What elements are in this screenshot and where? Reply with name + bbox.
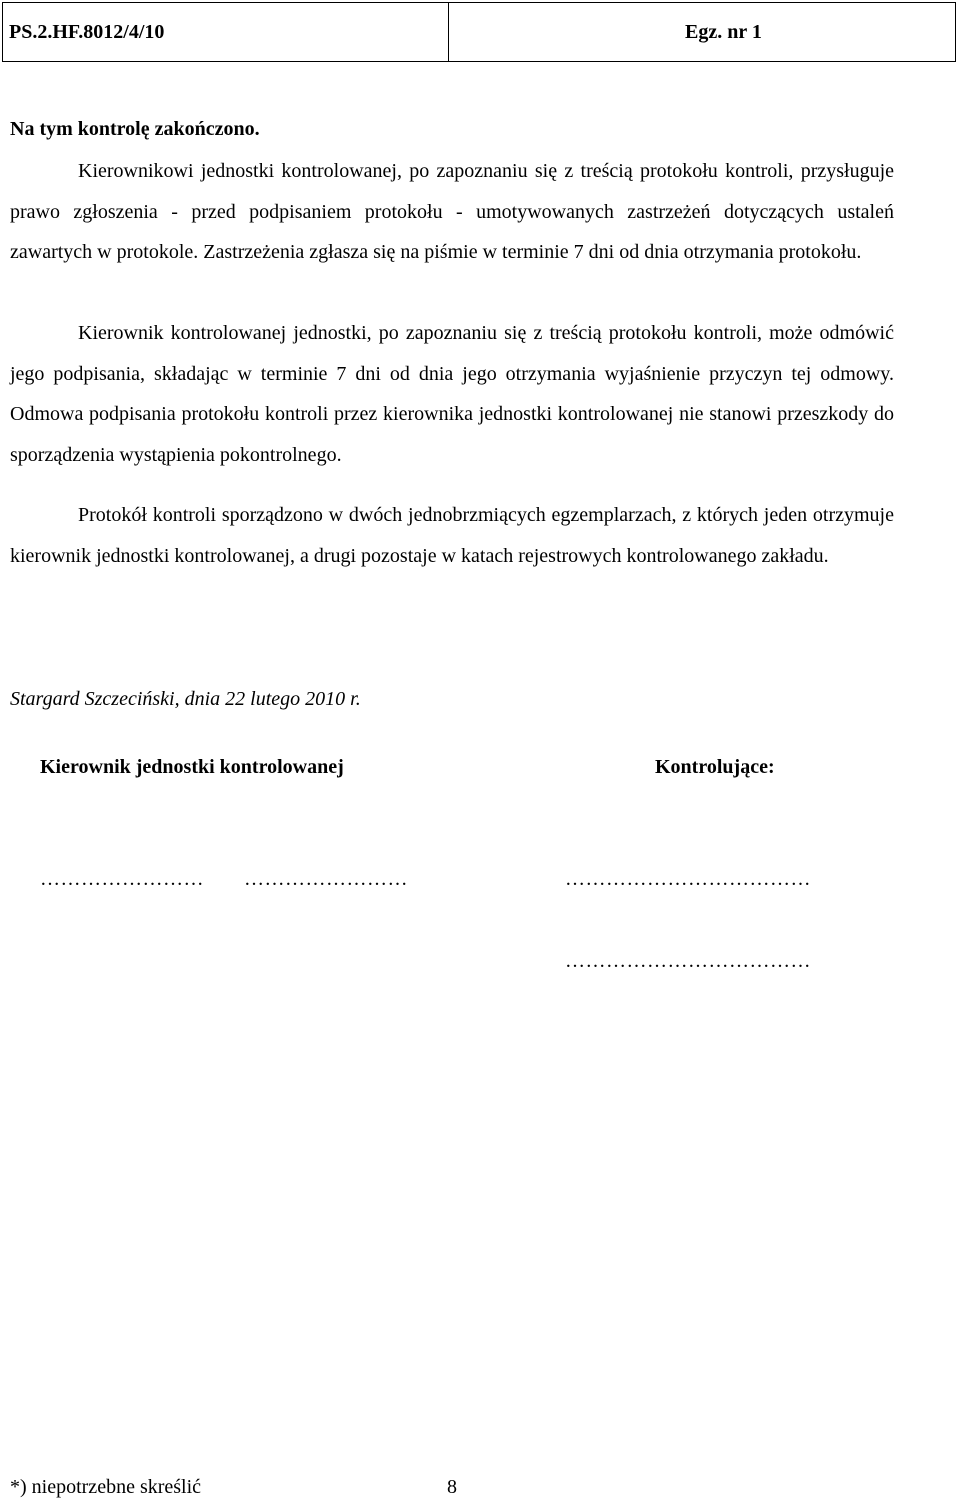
copy-number: Egz. nr 1 xyxy=(685,20,762,43)
place-and-date: Stargard Szczeciński, dnia 22 lutego 2010 r. xyxy=(10,688,361,710)
signature-line-inspector-2: ……………………………… xyxy=(565,950,811,972)
page-number: 8 xyxy=(447,1476,457,1498)
document-reference: PS.2.HF.8012/4/10 xyxy=(3,3,449,61)
signature-line-manager-2: …………………… xyxy=(244,868,408,890)
document-header xyxy=(2,2,956,62)
signature-line-inspector-1: ……………………………… xyxy=(565,868,811,890)
paragraph-refusal: Kierownik kontrolowanej jednostki, po zapoznaniu się z treścią protokołu kontroli, może odmówić jego podpisania, składając w terminie 7 dni od dnia jego otrzymania wyjaśnienie przyczyn tej odmowy. Odmowa podpisania protokołu kontroli przez kierownika jednostki kontrolowanej nie stanowi przeszkody do sporządzenia wystąpienia pokontrolnego. xyxy=(10,322,894,466)
footnote: *) niepotrzebne skreślić xyxy=(10,1476,202,1498)
signature-label-inspectors: Kontrolujące: xyxy=(655,756,775,778)
paragraph-objections: Kierownikowi jednostki kontrolowanej, po zapoznaniu się z treścią protokołu kontroli, przysługuje prawo zgłoszenia - przed podpisaniem protokołu - umotywowanych zastrzeżeń dotyczących ustaleń zawartych w protokole. Zastrzeżenia zgłasza się na piśmie w terminie 7 dni od dnia otrzymania protokołu. xyxy=(10,160,894,263)
signature-label-manager: Kierownik jednostki kontrolowanej xyxy=(40,756,344,778)
paragraph-copies: Protokół kontroli sporządzono w dwóch jednobrzmiących egzemplarzach, z których jeden otrzymuje kierownik jednostki kontrolowanej, a drugi pozostaje w katach rejestrowych kontrolowanego zakładu. xyxy=(10,504,894,567)
signature-line-manager-1: …………………… xyxy=(40,868,204,890)
closing-heading: Na tym kontrolę zakończono. xyxy=(10,118,260,140)
